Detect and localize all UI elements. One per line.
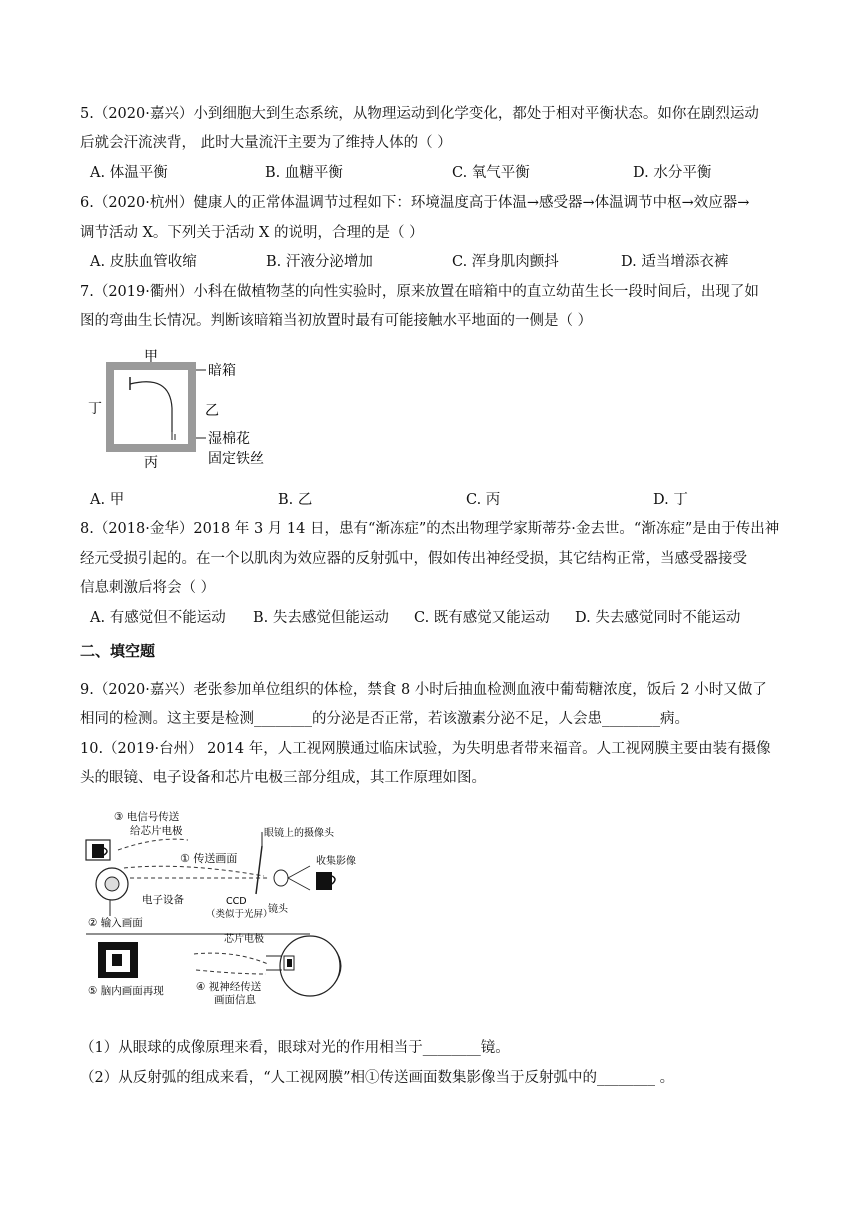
q8-stem-line2: 经元受损引起的。在一个以肌肉为效应器的反射弧中，假如传出神经受损，其它结构正常，当感受器接受 — [80, 551, 747, 567]
fig-ccd-note: （类似于光屏） — [206, 909, 273, 920]
camera-lens-icon — [274, 870, 288, 886]
q7-option-a[interactable]: A. 甲 — [90, 492, 125, 508]
figure-label-cotton: 湿棉花 — [208, 431, 250, 447]
fig-step5: ⑤ 脑内画面再现 — [88, 985, 164, 997]
figure-label-right: 乙 — [205, 403, 219, 419]
q5-stem-line2: 后就会汗流浃背， 此时大量流汗主要为了维持人体的（ ） — [80, 135, 452, 151]
q6-stem-line2: 调节活动 X。下列关于活动 X 的说明，合理的是（ ） — [80, 225, 424, 241]
fig-step3: ③ 电信号传送 — [114, 811, 180, 823]
fig-step2: ② 输入画面 — [88, 917, 143, 929]
q8-option-b[interactable]: B. 失去感觉但能运动 — [253, 610, 389, 626]
q6-option-c[interactable]: C. 浑身肌肉颤抖 — [452, 254, 559, 270]
q5-option-b[interactable]: B. 血糖平衡 — [265, 165, 343, 181]
q8-option-a[interactable]: A. 有感觉但不能运动 — [90, 610, 226, 626]
q8-option-d[interactable]: D. 失去感觉同时不能运动 — [575, 610, 741, 626]
cup-icon-left — [92, 844, 104, 858]
figure-label-top: 甲 — [144, 349, 158, 365]
artificial-retina-figure — [84, 806, 364, 1006]
q10-stem-line2: 头的眼镜、电子设备和芯片电极三部分组成，其工作原理如图。 — [80, 770, 486, 786]
fig-step4: ④ 视神经传送 — [196, 981, 262, 993]
q8-option-c[interactable]: C. 既有感觉又能运动 — [414, 610, 550, 626]
fig-chip: 芯片电极 — [224, 934, 264, 945]
q5-option-d[interactable]: D. 水分平衡 — [633, 165, 712, 181]
q6-option-a[interactable]: A. 皮肤血管收缩 — [90, 254, 197, 270]
dark-box-wall — [110, 366, 192, 448]
fig-camera: 眼镜上的摄像头 — [264, 828, 334, 839]
q7-option-b[interactable]: B. 乙 — [278, 492, 313, 508]
dark-box-figure — [84, 344, 284, 474]
q7-option-d[interactable]: D. 丁 — [653, 492, 688, 508]
q7-option-c[interactable]: C. 丙 — [466, 492, 501, 508]
cup-icon-right — [316, 872, 332, 890]
q6-option-b[interactable]: B. 汗液分泌增加 — [266, 254, 373, 270]
q5-stem-line1: 5.（2020·嘉兴）小到细胞大到生态系统，从物理运动到化学变化，都处于相对平衡状态。如你在剧烈运动 — [80, 106, 759, 122]
fig-collect: 收集影像 — [316, 856, 356, 867]
fig-device: 电子设备 — [142, 894, 184, 906]
fig-step4b: 画面信息 — [214, 994, 256, 1006]
q7-stem-line1: 7.（2019·衢州）小科在做植物茎的向性实验时，原来放置在暗箱中的直立幼苗生长一段时间后，出现了如 — [80, 284, 759, 300]
fig-lens: 镜头 — [268, 904, 288, 915]
q7-stem-line2: 图的弯曲生长情况。判断该暗箱当初放置时最有可能接触水平地面的一侧是（ ） — [80, 313, 593, 329]
q6-option-d[interactable]: D. 适当增添衣裤 — [621, 254, 729, 270]
q10-sub2: （2）从反射弧的组成来看，“人工视网膜”相①传送画面数集影像当于反射弧中的________ 。 — [80, 1070, 675, 1086]
fig-step3b: 给芯片电极 — [130, 825, 183, 837]
q5-option-c[interactable]: C. 氧气平衡 — [452, 165, 530, 181]
figure-label-left: 丁 — [88, 401, 102, 417]
q5-option-a[interactable]: A. 体温平衡 — [90, 165, 168, 181]
fig-step1: ① 传送画面 — [180, 852, 238, 865]
figure-label-wire: 固定铁丝 — [208, 451, 264, 467]
fig-ccd: CCD — [226, 896, 247, 907]
q8-stem-line3: 信息刺激后将会（ ） — [80, 580, 216, 596]
q6-stem-line1: 6.（2020·杭州）健康人的正常体温调节过程如下：环境温度高于体温→感受器→体温调节中枢→效应器→ — [80, 195, 750, 211]
section-title-fill-blank: 二、填空题 — [80, 642, 156, 660]
q10-stem-line1: 10.（2019·台州） 2014 年，人工视网膜通过临床试验，为失明患者带来福音。人工视网膜主要由装有摄像 — [80, 741, 771, 757]
q8-stem-line1: 8.（2018·金华）2018 年 3 月 14 日，患有“渐冻症”的杰出物理学家斯蒂芬·金去世。“渐冻症”是由于传出神 — [80, 521, 780, 537]
q10-sub1: （1）从眼球的成像原理来看，眼球对光的作用相当于________镜。 — [80, 1040, 510, 1056]
figure-label-bottom: 丙 — [144, 455, 158, 471]
figure-label-box: 暗箱 — [208, 363, 236, 379]
q9-stem-line1: 9.（2020·嘉兴）老张参加单位组织的体检，禁食 8 小时后抽血检测血液中葡萄糖浓度，饭后 2 小时又做了 — [80, 682, 767, 698]
bent-seedling — [130, 382, 172, 432]
q9-stem-line2: 相同的检测。这主要是检测________的分泌是否正常，若该激素分泌不足，人会患________病。 — [80, 711, 689, 727]
